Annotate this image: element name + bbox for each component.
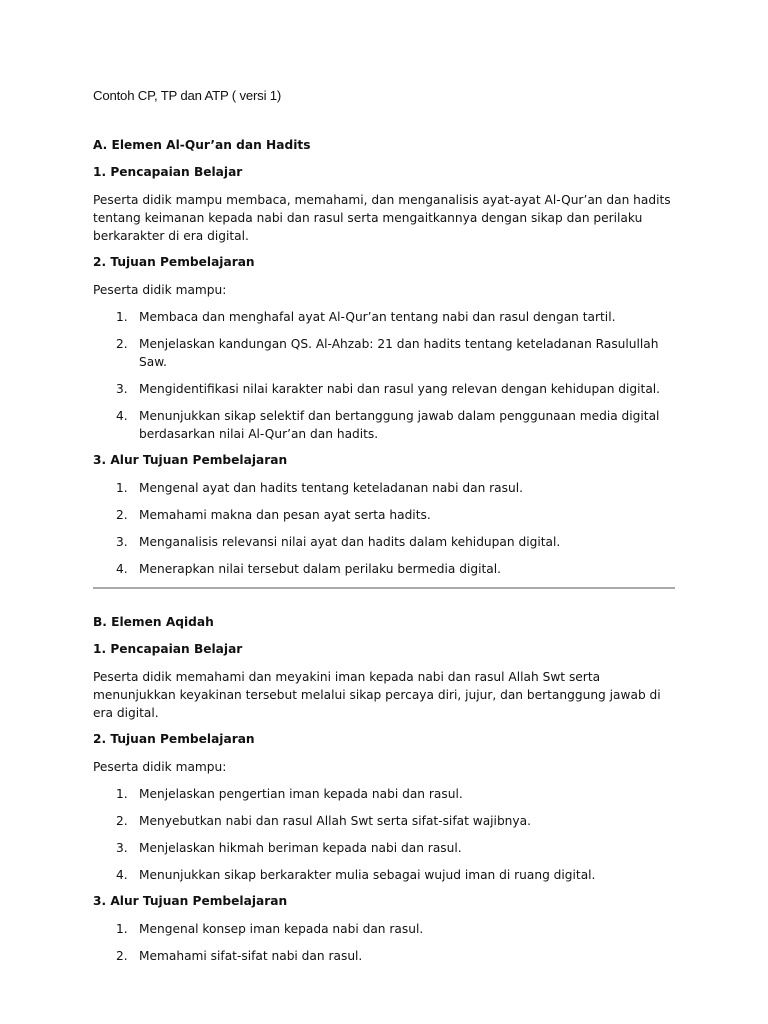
cp-text: Peserta didik memahami dan meyakini iman kepada nabi dan rasul Allah Swt serta menunjukkan keyakinan tersebut melalui sikap percaya diri, jujur, dan bertanggung jawab di era digital. bbox=[93, 670, 661, 720]
list-item-text: Menunjukkan sikap berkarakter mulia sebagai wujud iman di ruang digital. bbox=[139, 868, 596, 882]
list-item bbox=[93, 812, 675, 830]
list-number: 1. bbox=[116, 481, 128, 495]
list-item-text: Mengidentifikasi nilai karakter nabi dan rasul yang relevan dengan kehidupan digital. bbox=[139, 382, 661, 396]
list-number: 3. bbox=[116, 382, 128, 396]
list-item-text: Membaca dan menghafal ayat Al-Qur’an tentang nabi dan rasul dengan tartil. bbox=[139, 310, 616, 324]
list-item-text: Mengenal ayat dan hadits tentang keteladanan nabi dan rasul. bbox=[139, 481, 523, 495]
list-item bbox=[93, 533, 675, 551]
list-item bbox=[93, 380, 675, 398]
tp-heading: 2. Tujuan Pembelajaran bbox=[93, 255, 255, 269]
list-item bbox=[93, 506, 675, 524]
list-number: 2. bbox=[116, 814, 128, 828]
atp-heading: 3. Alur Tujuan Pembelajaran bbox=[93, 453, 288, 467]
list-number: 4. bbox=[116, 409, 128, 423]
list-number: 1. bbox=[116, 787, 128, 801]
list-number: 2. bbox=[116, 508, 128, 522]
list-item-text: Menerapkan nilai tersebut dalam perilaku bermedia digital. bbox=[139, 562, 502, 576]
list-item bbox=[93, 866, 675, 884]
list-item-text: Menganalisis relevansi nilai ayat dan hadits dalam kehidupan digital. bbox=[139, 535, 561, 549]
list-number: 4. bbox=[116, 562, 128, 576]
section-heading: B. Elemen Aqidah bbox=[93, 615, 214, 629]
list-number: 1. bbox=[116, 922, 128, 936]
list-item-text: Mengenal konsep iman kepada nabi dan rasul. bbox=[139, 922, 424, 936]
tp-intro: Peserta didik mampu: bbox=[93, 283, 227, 297]
list-item bbox=[93, 947, 675, 965]
cp-heading: 1. Pencapaian Belajar bbox=[93, 165, 243, 179]
list-number: 4. bbox=[116, 868, 128, 882]
list-number: 2. bbox=[116, 337, 128, 351]
tp-list bbox=[93, 308, 675, 443]
list-item-text: Memahami makna dan pesan ayat serta hadits. bbox=[139, 508, 431, 522]
list-item-text: Menunjukkan sikap selektif dan bertanggung jawab dalam penggunaan media digital berdasarkan nilai Al-Qur’an dan hadits. bbox=[139, 409, 660, 441]
section-aqidah bbox=[93, 614, 675, 965]
cp-text: Peserta didik mampu membaca, memahami, dan menganalisis ayat-ayat Al-Qur’an dan hadits tentang keimanan kepada nabi dan rasul serta mengaitkannya dengan sikap dan perilaku berkarakter di era digital. bbox=[93, 193, 671, 243]
list-number: 3. bbox=[116, 535, 128, 549]
list-item-text: Menjelaskan pengertian iman kepada nabi dan rasul. bbox=[139, 787, 463, 801]
document-title: Contoh CP, TP dan ATP ( versi 1) bbox=[93, 88, 282, 103]
atp-heading: 3. Alur Tujuan Pembelajaran bbox=[93, 894, 288, 908]
list-number: 1. bbox=[116, 310, 128, 324]
list-item-text: Menyebutkan nabi dan rasul Allah Swt serta sifat-sifat wajibnya. bbox=[139, 814, 531, 828]
list-item bbox=[93, 920, 675, 938]
list-item-text: Menjelaskan hikmah beriman kepada nabi dan rasul. bbox=[139, 841, 462, 855]
tp-intro: Peserta didik mampu: bbox=[93, 760, 227, 774]
list-item-text: Menjelaskan kandungan QS. Al-Ahzab: 21 dan hadits tentang keteladanan Rasulullah Saw. bbox=[139, 337, 659, 369]
list-item-text: Memahami sifat-sifat nabi dan rasul. bbox=[139, 949, 363, 963]
list-item bbox=[93, 479, 675, 497]
list-number: 2. bbox=[116, 949, 128, 963]
cp-heading: 1. Pencapaian Belajar bbox=[93, 642, 243, 656]
list-item bbox=[93, 785, 675, 803]
list-item bbox=[93, 407, 675, 443]
tp-heading: 2. Tujuan Pembelajaran bbox=[93, 732, 255, 746]
list-item bbox=[93, 308, 675, 326]
atp-list bbox=[93, 479, 675, 578]
horizontal-divider bbox=[93, 587, 675, 589]
tp-list bbox=[93, 785, 675, 884]
list-number: 3. bbox=[116, 841, 128, 855]
atp-list bbox=[93, 920, 675, 965]
list-item bbox=[93, 560, 675, 578]
list-item bbox=[93, 335, 675, 371]
section-heading: A. Elemen Al-Qur’an dan Hadits bbox=[93, 138, 311, 152]
section-al-quran-hadits bbox=[93, 137, 675, 578]
list-item bbox=[93, 839, 675, 857]
